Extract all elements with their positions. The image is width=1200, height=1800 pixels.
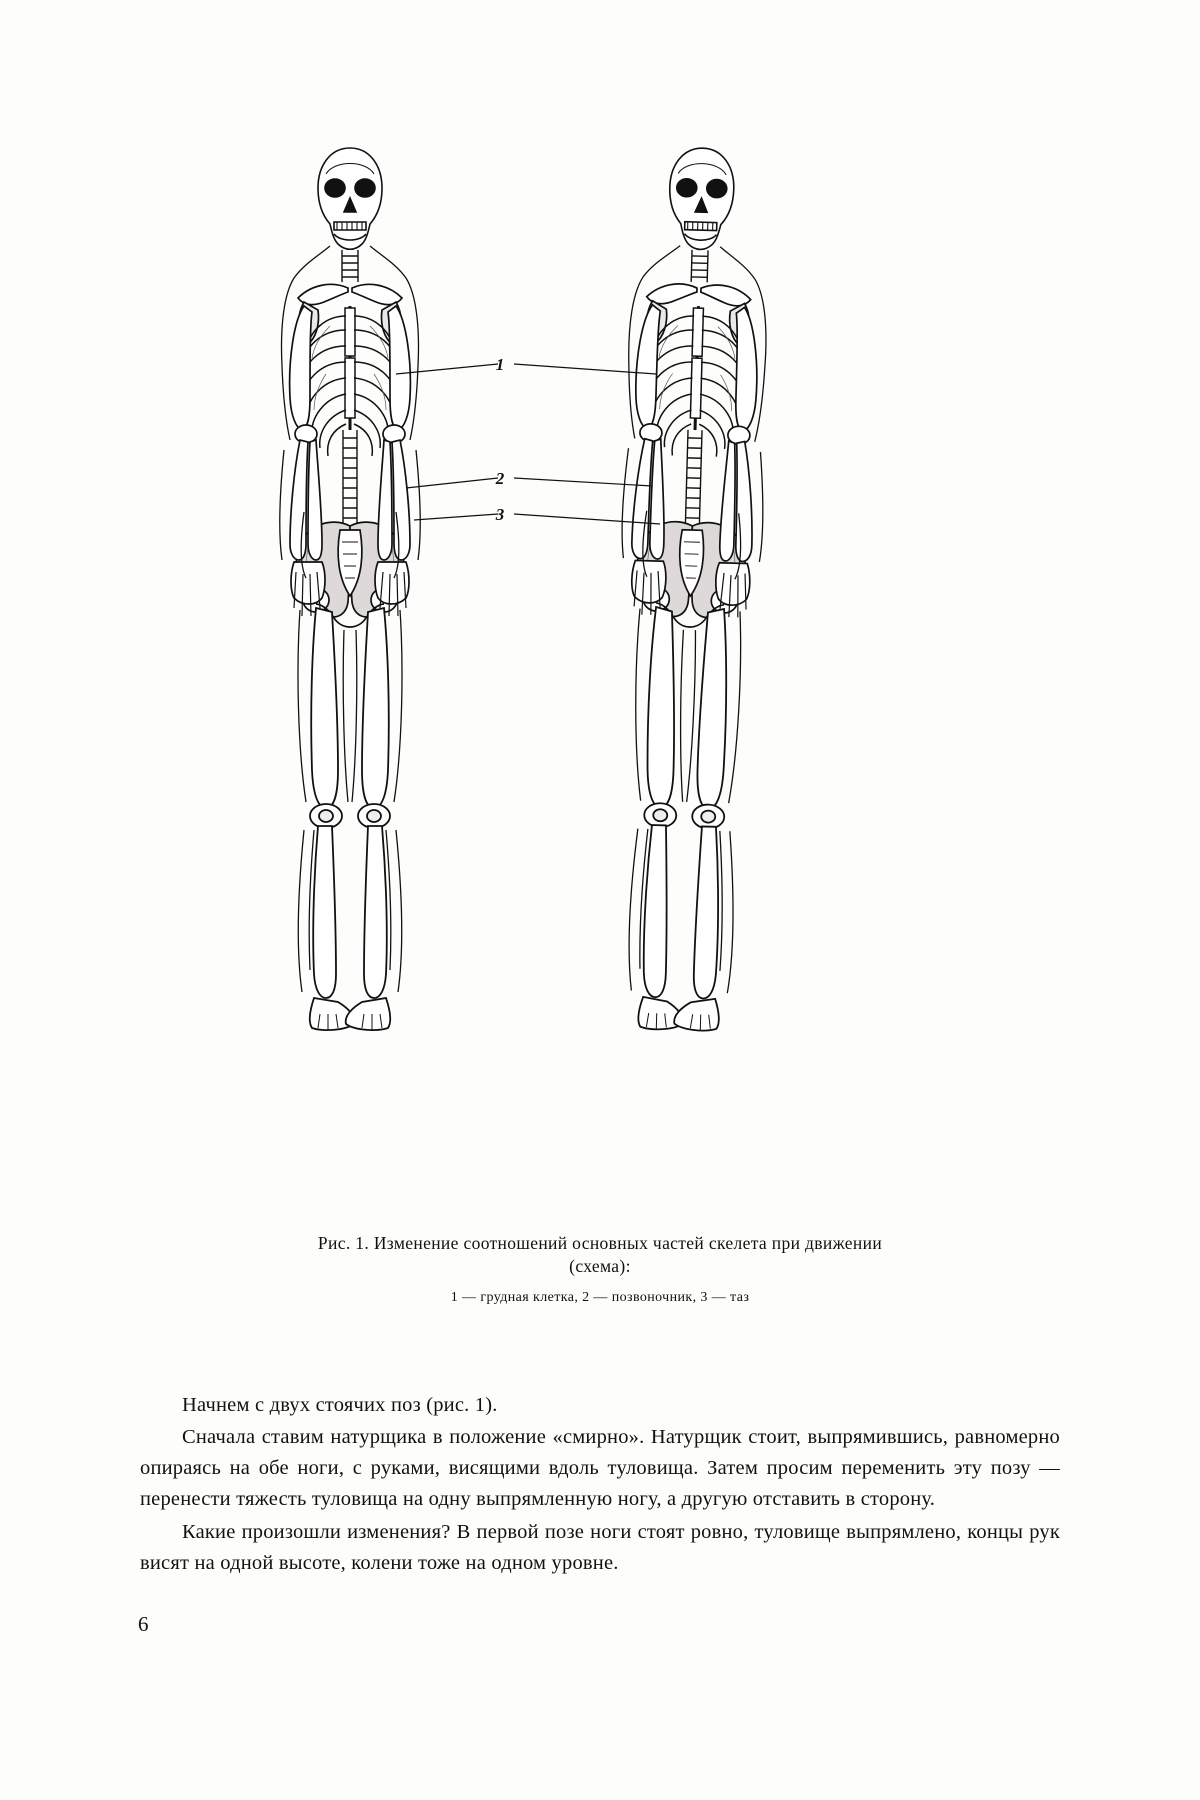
skeleton-right bbox=[608, 146, 773, 1032]
body-text bbox=[140, 1390, 1060, 1580]
figure-illustration bbox=[200, 120, 1000, 1080]
callout-leaders bbox=[396, 364, 660, 524]
figure-caption bbox=[150, 1232, 1050, 1278]
paragraph-1: Начнем с двух стоячих поз (рис. 1). bbox=[182, 1394, 498, 1416]
figure-caption-line2: (схема): bbox=[569, 1256, 631, 1277]
figure-legend bbox=[150, 1290, 1050, 1306]
callout-label-3: 3 bbox=[495, 505, 505, 524]
page-number: 6 bbox=[138, 1612, 149, 1636]
figure-legend-text: 1 — грудная клетка, 2 — позвоночник, 3 — таз bbox=[450, 1290, 750, 1305]
callout-label-2: 2 bbox=[495, 469, 505, 488]
paragraph-3: Какие произошли изменения? В первой позе ноги стоят ровно, туловище выпрямлено, концы рук висят на одной высоте, колени тоже на одном уровне. bbox=[140, 1520, 1060, 1574]
paragraph-2: Сначала ставим натурщика в положение «смирно». Натурщик стоит, выпрямившись, равномерно опираясь на обе ноги, с руками, висящими вдоль туловища. Затем просим переменить эту позу — перенести тяжесть туловища на одну выпрямленную ногу, а другую отставить в сторону. bbox=[140, 1426, 1060, 1511]
skeleton-diagram bbox=[200, 120, 1000, 1080]
callout-label-1: 1 bbox=[495, 355, 505, 374]
skeleton-left bbox=[280, 148, 420, 1030]
figure-caption-line1: Рис. 1. Изменение соотношений основных частей скелета при движении bbox=[317, 1233, 883, 1253]
